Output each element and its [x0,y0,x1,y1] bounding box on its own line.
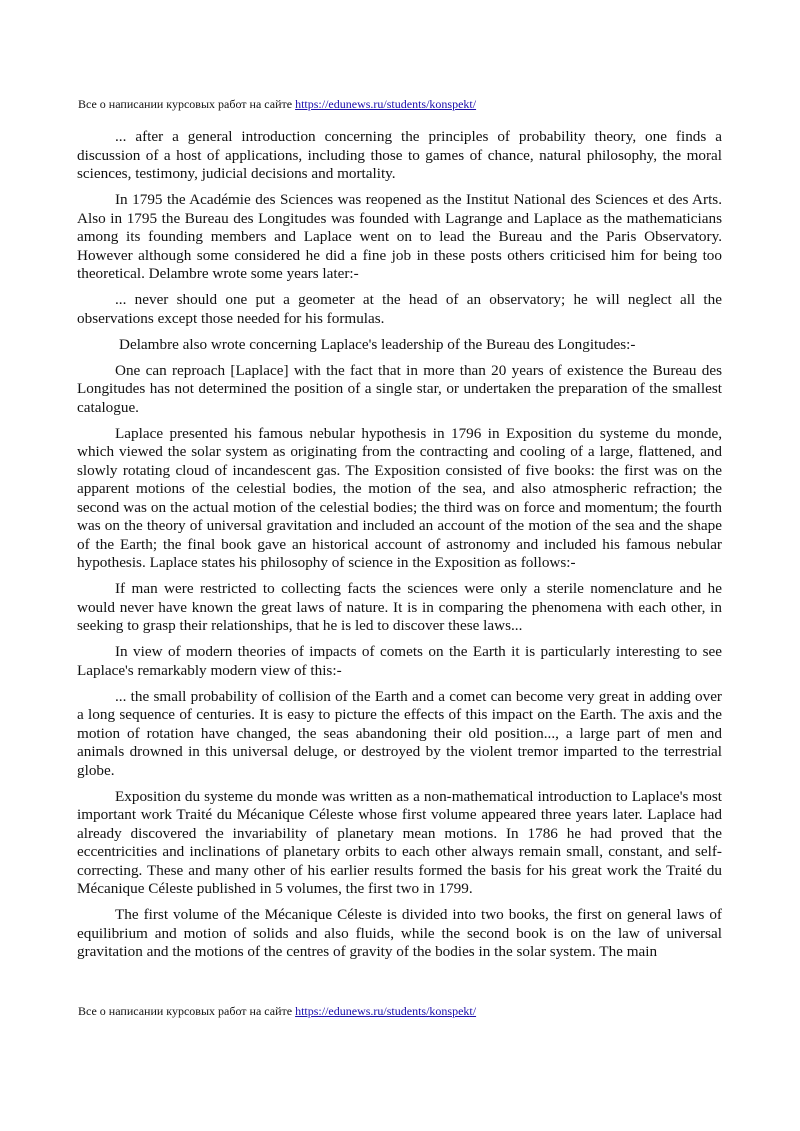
paragraph: ... never should one put a geometer at the head of an observatory; he will neglect all the observations except those needed for his formulas. [77,291,722,327]
paragraph: One can reproach [Laplace] with the fact that in more than 20 years of existence the Bureau des Longitudes has not determined the position of a single star, or undertaken the preparation of the smallest catalogue. [77,361,722,416]
paragraph: ... the small probability of collision of the Earth and a comet can become very great in adding over a long sequence of centuries. It is easy to picture the effects of this impact on the Earth. The axis and the motion of rotation have changed, the seas abandoning their old position..., a large part of men and animals drowned in this universal deluge, or destroyed by the violent tremor imparted to the terrestrial globe. [77,687,722,779]
paragraph: Delambre also wrote concerning Laplace's leadership of the Bureau des Longitudes:- [119,335,636,353]
paragraph: If man were restricted to collecting facts the sciences were only a sterile nomenclature and he would never have known the great laws of nature. It is in comparing the phenomena with each other, in seeking to grasp their relationships, that he is led to discover these laws... [77,580,722,634]
paragraph: ... after a general introduction concerning the principles of probability theory, one finds a discussion of a host of applications, including those to games of chance, natural philosophy, the moral sciences, testimony, judicial decisions and mortality. [77,128,722,182]
document-body [77,128,722,969]
paragraph: Exposition du systeme du monde was written as a non-mathematical introduction to Laplace's most important work Traité du Mécanique Céleste whose first volume appeared three years later. Laplace had already discovered the invariability of planetary mean motions. In 1786 he had proved that the eccentricities and inclinations of planetary orbits to each other always remain small, constant, and self-correcting. These and many other of his earlier results formed the basis for his great work the Traité du Mécanique Céleste published in 5 volumes, the first two in 1799. [77,787,722,897]
paragraph: The first volume of the Mécanique Céleste is divided into two books, the first on general laws of equilibrium and motion of solids and also fluids, while the second book is on the law of universal gravitation and the motions of the centres of gravity of the bodies in the solar system. The main [77,906,722,960]
footer-link[interactable]: https://edunews.ru/students/konspekt/ [295,1004,477,1018]
page-footer [78,1004,476,1018]
page-header [78,97,476,111]
header-text: Все о написании курсовых работ на сайте [78,97,296,111]
header-link[interactable]: https://edunews.ru/students/konspekt/ [295,97,477,111]
paragraph: Laplace presented his famous nebular hypothesis in 1796 in Exposition du systeme du monde, which viewed the solar system as originating from the contracting and cooling of a large, flattened, and slowly rotating cloud of incandescent gas. The Exposition consisted of five books: the first was on the apparent motions of the celestial bodies, the motion of the sea, and also atmospheric refraction; the second was on the actual motion of the celestial bodies; the third was on force and momentum; the fourth was on the theory of universal gravitation and included an account of the motion of the sea and the shape of the Earth; the final book gave an historical account of astronomy and included his famous nebular hypothesis. Laplace states his philosophy of science in the Exposition as follows:- [77,424,722,571]
paragraph: In view of modern theories of impacts of comets on the Earth it is particularly interesting to see Laplace's remarkably modern view of this:- [77,643,722,679]
footer-text: Все о написании курсовых работ на сайте [78,1004,296,1018]
paragraph: In 1795 the Académie des Sciences was reopened as the Institut National des Sciences et des Arts. Also in 1795 the Bureau des Longitudes was founded with Lagrange and Laplace as the mathematicians among its founding members and Laplace went on to lead the Bureau and the Paris Observatory. However although some considered he did a fine job in these posts others criticised him for being too theoretical. Delambre wrote some years later:- [77,191,722,282]
